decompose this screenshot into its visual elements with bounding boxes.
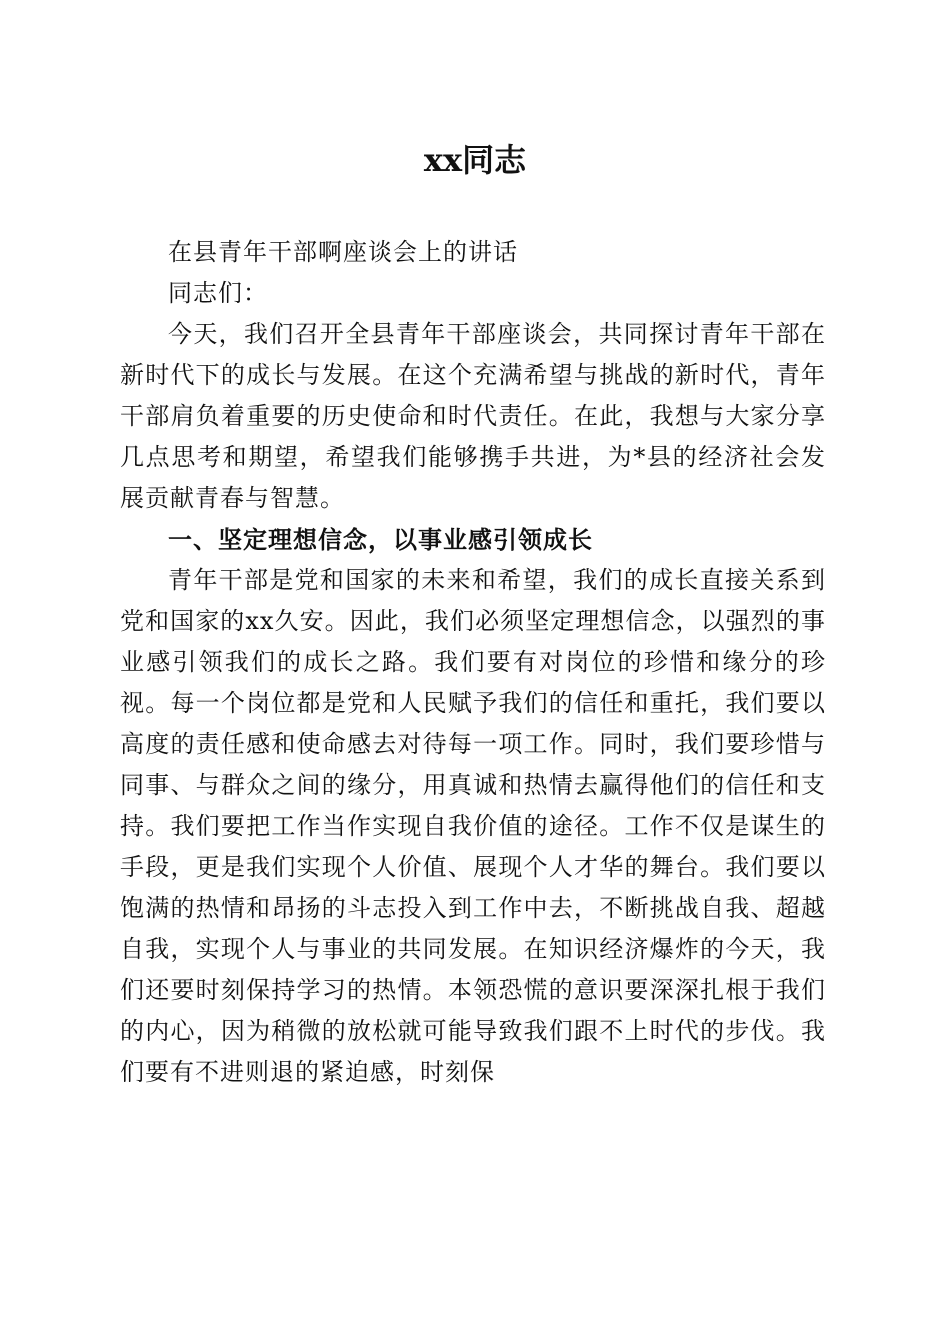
salutation: 同志们： bbox=[168, 279, 268, 307]
document-title: xx同志 bbox=[423, 141, 527, 179]
section-heading-1: 一、坚定理想信念，以事业感引领成长 bbox=[168, 525, 593, 554]
document-body bbox=[120, 232, 826, 1093]
intro-paragraph: 今天，我们召开全县青年干部座谈会，共同探讨青年干部在新时代下的成长与发展。在这个充满希望与挑战的新时代，青年干部肩负着重要的历史使命和时代责任。在此，我想与大家分享几点思考和期望，希望我们能够携手共进，为*县的经济社会发展贡献青春与智慧。 bbox=[120, 320, 826, 512]
section-1-paragraph: 青年干部是党和国家的未来和希望，我们的成长直接关系到党和国家的xx久安。因此，我们必须坚定理想信念，以强烈的事业感引领我们的成长之路。我们要有对岗位的珍惜和缘分的珍视。每一个岗位都是党和人民赋予我们的信任和重托，我们要以高度的责任感和使命感去对待每一项工作。同时，我们要珍惜与同事、与群众之间的缘分，用真诚和热情去赢得他们的信任和支持。我们要把工作当作实现自我价值的途径。工作不仅是谋生的手段，更是我们实现个人价值、展现个人才华的舞台。我们要以饱满的热情和昂扬的斗志投入到工作中去，不断挑战自我、超越自我，实现个人与事业的共同发展。在知识经济爆炸的今天，我们还要时刻保持学习的热情。本领恐慌的意识要深深扎根于我们的内心，因为稍微的放松就可能导致我们跟不上时代的步伐。我们要有不进则退的紧迫感，时刻保 bbox=[120, 566, 826, 1086]
speech-subtitle: 在县青年干部啊座谈会上的讲话 bbox=[168, 238, 518, 266]
